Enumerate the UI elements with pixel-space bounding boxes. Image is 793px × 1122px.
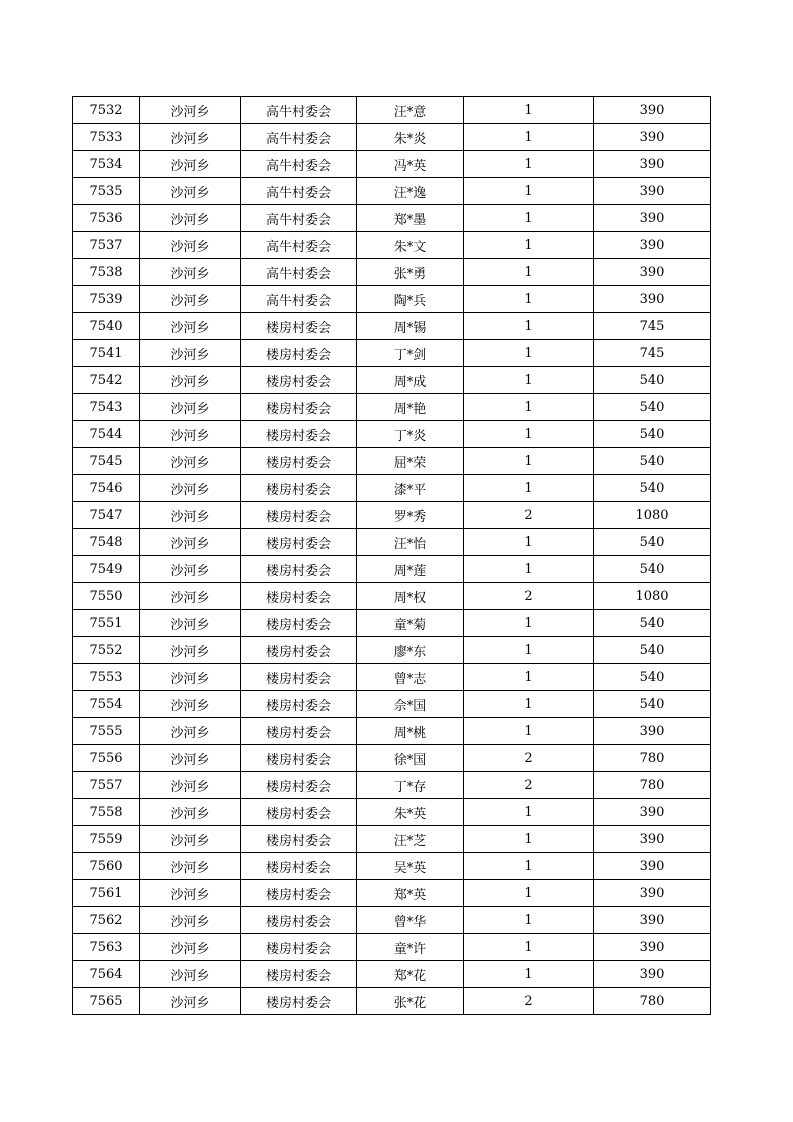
row-number-cell: 7555 — [73, 718, 140, 745]
village-committee-cell: 楼房村委会 — [241, 421, 357, 448]
person-name-cell: 周*艳 — [357, 394, 464, 421]
person-name-cell: 朱*英 — [357, 799, 464, 826]
household-count-cell: 2 — [464, 772, 594, 799]
household-count-cell: 1 — [464, 205, 594, 232]
table-row — [73, 529, 711, 556]
village-committee-cell: 楼房村委会 — [241, 799, 357, 826]
household-count-cell: 2 — [464, 745, 594, 772]
person-name-cell: 郑*墨 — [357, 205, 464, 232]
village-committee-cell: 楼房村委会 — [241, 853, 357, 880]
village-committee-cell: 楼房村委会 — [241, 610, 357, 637]
table-row — [73, 826, 711, 853]
person-name-cell: 朱*炎 — [357, 124, 464, 151]
amount-cell: 540 — [594, 529, 711, 556]
table-body — [73, 97, 711, 1015]
person-name-cell: 冯*英 — [357, 151, 464, 178]
row-number-cell: 7559 — [73, 826, 140, 853]
amount-cell: 390 — [594, 826, 711, 853]
row-number-cell: 7537 — [73, 232, 140, 259]
person-name-cell: 汪*逸 — [357, 178, 464, 205]
village-committee-cell: 楼房村委会 — [241, 637, 357, 664]
township-cell: 沙河乡 — [140, 799, 241, 826]
township-cell: 沙河乡 — [140, 637, 241, 664]
household-count-cell: 1 — [464, 610, 594, 637]
amount-cell: 390 — [594, 151, 711, 178]
township-cell: 沙河乡 — [140, 718, 241, 745]
township-cell: 沙河乡 — [140, 286, 241, 313]
amount-cell: 540 — [594, 367, 711, 394]
row-number-cell: 7552 — [73, 637, 140, 664]
household-count-cell: 1 — [464, 880, 594, 907]
row-number-cell: 7550 — [73, 583, 140, 610]
village-committee-cell: 高牛村委会 — [241, 259, 357, 286]
row-number-cell: 7557 — [73, 772, 140, 799]
row-number-cell: 7532 — [73, 97, 140, 124]
table-row — [73, 934, 711, 961]
table-row — [73, 988, 711, 1015]
household-count-cell: 1 — [464, 340, 594, 367]
household-count-cell: 1 — [464, 421, 594, 448]
village-committee-cell: 楼房村委会 — [241, 988, 357, 1015]
row-number-cell: 7558 — [73, 799, 140, 826]
table-row — [73, 205, 711, 232]
table-row — [73, 556, 711, 583]
amount-cell: 390 — [594, 907, 711, 934]
row-number-cell: 7561 — [73, 880, 140, 907]
township-cell: 沙河乡 — [140, 124, 241, 151]
township-cell: 沙河乡 — [140, 664, 241, 691]
table-row — [73, 394, 711, 421]
row-number-cell: 7547 — [73, 502, 140, 529]
township-cell: 沙河乡 — [140, 97, 241, 124]
household-count-cell: 1 — [464, 529, 594, 556]
amount-cell: 540 — [594, 421, 711, 448]
table-row — [73, 421, 711, 448]
village-committee-cell: 楼房村委会 — [241, 502, 357, 529]
person-name-cell: 周*锡 — [357, 313, 464, 340]
township-cell: 沙河乡 — [140, 745, 241, 772]
household-count-cell: 1 — [464, 637, 594, 664]
household-count-cell: 1 — [464, 394, 594, 421]
table-row — [73, 259, 711, 286]
township-cell: 沙河乡 — [140, 475, 241, 502]
village-committee-cell: 楼房村委会 — [241, 556, 357, 583]
village-committee-cell: 高牛村委会 — [241, 286, 357, 313]
row-number-cell: 7551 — [73, 610, 140, 637]
table-row — [73, 151, 711, 178]
row-number-cell: 7556 — [73, 745, 140, 772]
township-cell: 沙河乡 — [140, 988, 241, 1015]
person-name-cell: 周*莲 — [357, 556, 464, 583]
row-number-cell: 7565 — [73, 988, 140, 1015]
row-number-cell: 7536 — [73, 205, 140, 232]
household-count-cell: 2 — [464, 988, 594, 1015]
row-number-cell: 7549 — [73, 556, 140, 583]
amount-cell: 1080 — [594, 502, 711, 529]
household-count-cell: 1 — [464, 178, 594, 205]
township-cell: 沙河乡 — [140, 691, 241, 718]
household-count-cell: 1 — [464, 907, 594, 934]
table-row — [73, 286, 711, 313]
table-row — [73, 97, 711, 124]
row-number-cell: 7563 — [73, 934, 140, 961]
village-committee-cell: 楼房村委会 — [241, 313, 357, 340]
township-cell: 沙河乡 — [140, 151, 241, 178]
amount-cell: 745 — [594, 313, 711, 340]
village-committee-cell: 楼房村委会 — [241, 475, 357, 502]
row-number-cell: 7539 — [73, 286, 140, 313]
table-row — [73, 745, 711, 772]
amount-cell: 390 — [594, 718, 711, 745]
amount-cell: 390 — [594, 259, 711, 286]
amount-cell: 540 — [594, 637, 711, 664]
row-number-cell: 7540 — [73, 313, 140, 340]
village-committee-cell: 楼房村委会 — [241, 745, 357, 772]
township-cell: 沙河乡 — [140, 772, 241, 799]
table-row — [73, 772, 711, 799]
township-cell: 沙河乡 — [140, 178, 241, 205]
township-cell: 沙河乡 — [140, 556, 241, 583]
row-number-cell: 7548 — [73, 529, 140, 556]
village-committee-cell: 高牛村委会 — [241, 151, 357, 178]
household-count-cell: 1 — [464, 718, 594, 745]
amount-cell: 390 — [594, 286, 711, 313]
table-row — [73, 799, 711, 826]
row-number-cell: 7562 — [73, 907, 140, 934]
village-committee-cell: 楼房村委会 — [241, 448, 357, 475]
amount-cell: 540 — [594, 448, 711, 475]
household-count-cell: 1 — [464, 799, 594, 826]
household-count-cell: 1 — [464, 448, 594, 475]
township-cell: 沙河乡 — [140, 259, 241, 286]
row-number-cell: 7533 — [73, 124, 140, 151]
amount-cell: 540 — [594, 475, 711, 502]
village-committee-cell: 楼房村委会 — [241, 826, 357, 853]
amount-cell: 390 — [594, 97, 711, 124]
amount-cell: 540 — [594, 610, 711, 637]
village-committee-cell: 楼房村委会 — [241, 934, 357, 961]
household-count-cell: 1 — [464, 232, 594, 259]
person-name-cell: 陶*兵 — [357, 286, 464, 313]
person-name-cell: 童*许 — [357, 934, 464, 961]
person-name-cell: 汪*芝 — [357, 826, 464, 853]
township-cell: 沙河乡 — [140, 502, 241, 529]
household-count-cell: 1 — [464, 313, 594, 340]
village-committee-cell: 高牛村委会 — [241, 124, 357, 151]
person-name-cell: 徐*国 — [357, 745, 464, 772]
table-row — [73, 691, 711, 718]
table-row — [73, 367, 711, 394]
village-committee-cell: 楼房村委会 — [241, 961, 357, 988]
roster-table — [72, 96, 711, 1015]
table-row — [73, 880, 711, 907]
person-name-cell: 童*菊 — [357, 610, 464, 637]
amount-cell: 780 — [594, 988, 711, 1015]
household-count-cell: 1 — [464, 151, 594, 178]
amount-cell: 780 — [594, 745, 711, 772]
household-count-cell: 1 — [464, 124, 594, 151]
township-cell: 沙河乡 — [140, 826, 241, 853]
township-cell: 沙河乡 — [140, 205, 241, 232]
person-name-cell: 曾*志 — [357, 664, 464, 691]
row-number-cell: 7543 — [73, 394, 140, 421]
township-cell: 沙河乡 — [140, 853, 241, 880]
township-cell: 沙河乡 — [140, 529, 241, 556]
village-committee-cell: 楼房村委会 — [241, 664, 357, 691]
person-name-cell: 丁*炎 — [357, 421, 464, 448]
amount-cell: 540 — [594, 664, 711, 691]
township-cell: 沙河乡 — [140, 880, 241, 907]
township-cell: 沙河乡 — [140, 367, 241, 394]
household-count-cell: 1 — [464, 664, 594, 691]
village-committee-cell: 高牛村委会 — [241, 232, 357, 259]
row-number-cell: 7545 — [73, 448, 140, 475]
row-number-cell: 7564 — [73, 961, 140, 988]
table-row — [73, 907, 711, 934]
row-number-cell: 7541 — [73, 340, 140, 367]
person-name-cell: 廖*东 — [357, 637, 464, 664]
household-count-cell: 1 — [464, 961, 594, 988]
person-name-cell: 郑*花 — [357, 961, 464, 988]
household-count-cell: 2 — [464, 583, 594, 610]
household-count-cell: 2 — [464, 502, 594, 529]
person-name-cell: 周*权 — [357, 583, 464, 610]
township-cell: 沙河乡 — [140, 448, 241, 475]
row-number-cell: 7554 — [73, 691, 140, 718]
person-name-cell: 吴*英 — [357, 853, 464, 880]
amount-cell: 390 — [594, 178, 711, 205]
table-row — [73, 124, 711, 151]
village-committee-cell: 楼房村委会 — [241, 907, 357, 934]
township-cell: 沙河乡 — [140, 961, 241, 988]
amount-cell: 780 — [594, 772, 711, 799]
amount-cell: 1080 — [594, 583, 711, 610]
table-row — [73, 178, 711, 205]
table-row — [73, 313, 711, 340]
table-row — [73, 475, 711, 502]
village-committee-cell: 楼房村委会 — [241, 691, 357, 718]
table-row — [73, 583, 711, 610]
table-row — [73, 853, 711, 880]
amount-cell: 390 — [594, 934, 711, 961]
household-count-cell: 1 — [464, 556, 594, 583]
village-committee-cell: 高牛村委会 — [241, 97, 357, 124]
person-name-cell: 朱*文 — [357, 232, 464, 259]
village-committee-cell: 楼房村委会 — [241, 772, 357, 799]
township-cell: 沙河乡 — [140, 583, 241, 610]
row-number-cell: 7553 — [73, 664, 140, 691]
person-name-cell: 佘*国 — [357, 691, 464, 718]
table-row — [73, 340, 711, 367]
village-committee-cell: 楼房村委会 — [241, 340, 357, 367]
table-row — [73, 637, 711, 664]
village-committee-cell: 楼房村委会 — [241, 880, 357, 907]
person-name-cell: 屈*荣 — [357, 448, 464, 475]
person-name-cell: 张*勇 — [357, 259, 464, 286]
person-name-cell: 罗*秀 — [357, 502, 464, 529]
person-name-cell: 丁*存 — [357, 772, 464, 799]
amount-cell: 540 — [594, 556, 711, 583]
table-row — [73, 961, 711, 988]
township-cell: 沙河乡 — [140, 610, 241, 637]
village-committee-cell: 楼房村委会 — [241, 367, 357, 394]
row-number-cell: 7538 — [73, 259, 140, 286]
amount-cell: 390 — [594, 205, 711, 232]
person-name-cell: 汪*怡 — [357, 529, 464, 556]
township-cell: 沙河乡 — [140, 232, 241, 259]
amount-cell: 390 — [594, 799, 711, 826]
person-name-cell: 曾*华 — [357, 907, 464, 934]
row-number-cell: 7560 — [73, 853, 140, 880]
amount-cell: 390 — [594, 880, 711, 907]
person-name-cell: 张*花 — [357, 988, 464, 1015]
village-committee-cell: 楼房村委会 — [241, 583, 357, 610]
table-row — [73, 610, 711, 637]
household-count-cell: 1 — [464, 691, 594, 718]
person-name-cell: 周*桃 — [357, 718, 464, 745]
household-count-cell: 1 — [464, 286, 594, 313]
person-name-cell: 郑*英 — [357, 880, 464, 907]
village-committee-cell: 高牛村委会 — [241, 205, 357, 232]
amount-cell: 540 — [594, 691, 711, 718]
row-number-cell: 7546 — [73, 475, 140, 502]
township-cell: 沙河乡 — [140, 394, 241, 421]
row-number-cell: 7534 — [73, 151, 140, 178]
household-count-cell: 1 — [464, 259, 594, 286]
household-count-cell: 1 — [464, 367, 594, 394]
household-count-cell: 1 — [464, 826, 594, 853]
township-cell: 沙河乡 — [140, 340, 241, 367]
township-cell: 沙河乡 — [140, 421, 241, 448]
village-committee-cell: 高牛村委会 — [241, 178, 357, 205]
household-count-cell: 1 — [464, 934, 594, 961]
amount-cell: 390 — [594, 853, 711, 880]
amount-cell: 390 — [594, 232, 711, 259]
table-row — [73, 664, 711, 691]
amount-cell: 390 — [594, 124, 711, 151]
household-count-cell: 1 — [464, 475, 594, 502]
household-count-cell: 1 — [464, 853, 594, 880]
row-number-cell: 7544 — [73, 421, 140, 448]
table-row — [73, 232, 711, 259]
row-number-cell: 7542 — [73, 367, 140, 394]
township-cell: 沙河乡 — [140, 934, 241, 961]
table-row — [73, 718, 711, 745]
township-cell: 沙河乡 — [140, 907, 241, 934]
person-name-cell: 汪*意 — [357, 97, 464, 124]
table-row — [73, 502, 711, 529]
village-committee-cell: 楼房村委会 — [241, 394, 357, 421]
person-name-cell: 周*成 — [357, 367, 464, 394]
township-cell: 沙河乡 — [140, 313, 241, 340]
table-row — [73, 448, 711, 475]
amount-cell: 745 — [594, 340, 711, 367]
row-number-cell: 7535 — [73, 178, 140, 205]
person-name-cell: 丁*剑 — [357, 340, 464, 367]
amount-cell: 390 — [594, 961, 711, 988]
village-committee-cell: 楼房村委会 — [241, 718, 357, 745]
person-name-cell: 漆*平 — [357, 475, 464, 502]
village-committee-cell: 楼房村委会 — [241, 529, 357, 556]
household-count-cell: 1 — [464, 97, 594, 124]
amount-cell: 540 — [594, 394, 711, 421]
